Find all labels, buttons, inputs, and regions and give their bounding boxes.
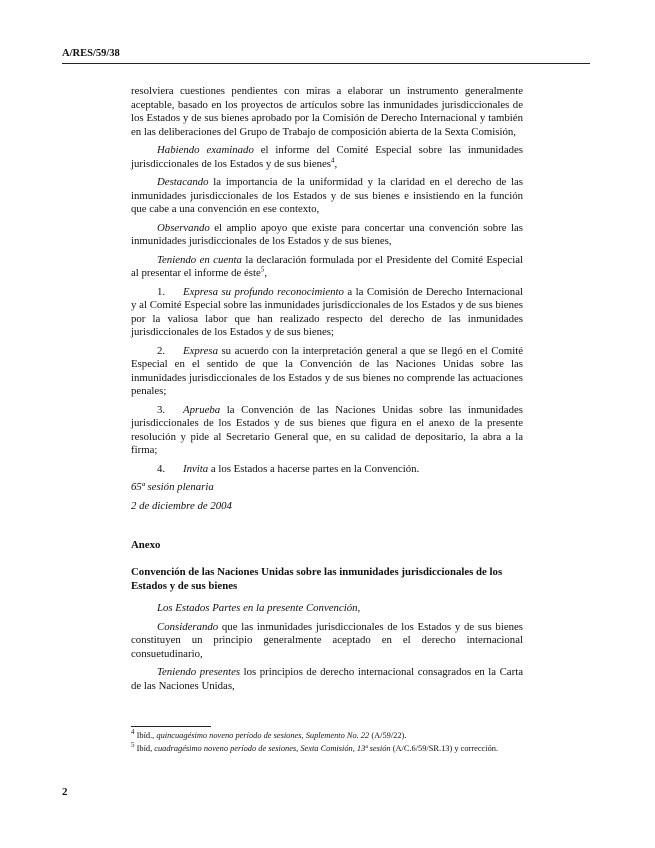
preamble-paragraph: Habiendo examinado el informe del Comité Especial sobre las inmunidades jurisdiccionales de los Estados y de sus bienes$^4$, [131,144,524,170]
annex-body [131,602,523,698]
annex-heading: Anexo [131,539,161,551]
annex-paragraph: Considerando que las inmunidades jurisdiccionales de los Estados y de sus bienes constituyen un principio generalmente aceptado en el derecho internacional consuetudinario, [131,620,523,660]
signoff-meeting: 65ª sesión plenaria [131,481,214,493]
annex-title: Convención de las Naciones Unidas sobre las inmunidades jurisdiccionales de los Estados y de sus bienes [131,566,503,592]
page-number: 2 [62,786,68,798]
operative-paragraph-3: 3. Aprueba la Convención de las Naciones Unidas sobre las inmunidades jurisdiccionales de los Estados y de sus bienes que figura en el anexo de la presente resolución y pide al Secretario General que, en su calidad de depositario, la abra a la firma; [131,403,523,456]
document-symbol: A/RES/59/38 [62,48,120,59]
footnote-rule [131,726,211,727]
resolution-body [131,85,523,518]
header-rule [62,63,590,64]
operative-paragraph-2: 2. Expresa su acuerdo con la interpretación general a que se llegó en el Comité Especial en el sentido de que la Convención de las Naciones Unidas sobre las inmunidades jurisdiccionales de los Estados y de sus bienes no comprende las actuaciones penales; [131,344,523,397]
paragraph-continuation: resolviera cuestiones pendientes con miras a elaborar un instrumento generalmente aceptable, basado en los proyectos de artículos sobre las inmunidades jurisdiccionales de los Estados y de sus bienes aprobado por la Comisión de Derecho Internacional y también en las deliberaciones del Grupo de Trabajo de composición abierta de la Sexta Comisión, [131,85,523,138]
footnote-ref: 4 [331,155,335,164]
preamble-paragraph: Observando el amplio apoyo que existe para concertar una convención sobre las inmunidades jurisdiccionales de los Estados y de sus bienes, [131,221,523,247]
annex-intro: Los Estados Partes en la presente Convención, [157,602,361,614]
signoff-date: 2 de diciembre de 2004 [131,499,232,512]
annex-paragraph: Teniendo presentes los principios de derecho internacional consagrados en la Carta de las Naciones Unidas, [131,666,523,692]
operative-paragraph-4: 4. Invita a los Estados a hacerse partes en la Convención. [157,462,420,475]
footnote-ref: 5 [260,265,265,274]
preamble-paragraph: Destacando la importancia de la uniformidad y la claridad en el derecho de las inmunidades jurisdiccionales de los Estados y de sus bienes e insistiendo en la función que cabe a una convención en ese contexto, [131,176,523,215]
footnote-4: $^4$ Ibíd., quincuagésimo noveno período de sesiones, Suplemento No. 22 (A/59/22). [131,728,407,740]
operative-paragraph-1: 1. Expresa su profundo reconocimiento a la Comisión de Derecho Internacional y al Comité Especial sobre las inmunidades jurisdiccionales de los Estados y de sus bienes por la valiosa labor que han realizado respecto del derecho de las inmunidades jurisdiccionales de los Estados y de sus bienes; [131,285,523,338]
preamble-paragraph: Teniendo en cuenta la declaración formulada por el Presidente del Comité Especial al presentar el informe de éste$^5$, [131,253,524,279]
footnotes [131,728,523,756]
footnote-5: $^5$ Ibíd, cuadragésimo noveno período de sesiones, Sexta Comisión, 13ª sesión (A/C.6/59/SR.13) y corrección. [131,740,499,753]
